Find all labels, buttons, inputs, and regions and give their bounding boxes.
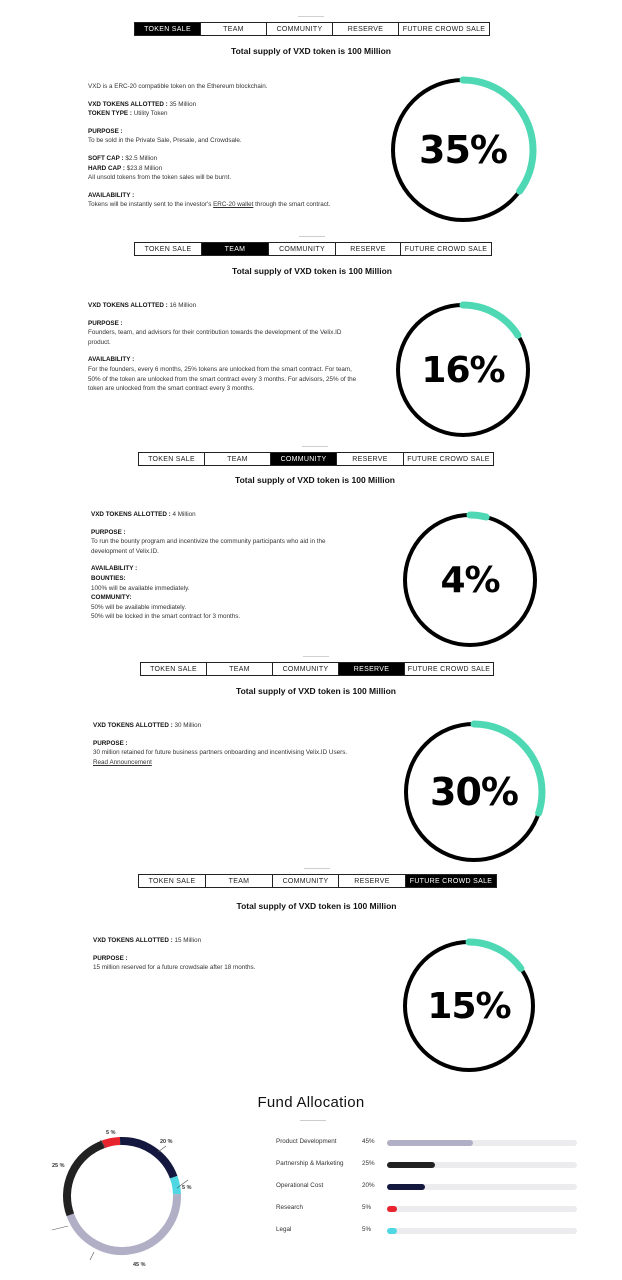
detail-value: To be sold in the Private Sale, Presale, and Crowdsale. xyxy=(88,137,242,145)
tab-future-crowd-sale[interactable]: FUTURE CROWD SALE xyxy=(406,875,496,887)
detail-value: To run the bounty program and incentivize the community participants who aid in the xyxy=(91,538,326,546)
detail-value: All unsold tokens from the token sales will be burnt. xyxy=(88,174,232,182)
tab-reserve[interactable]: RESERVE xyxy=(339,875,406,887)
tab-reserve[interactable]: RESERVE xyxy=(339,663,405,675)
tab-community[interactable]: COMMUNITY xyxy=(271,453,337,465)
percentage-ring xyxy=(400,718,548,866)
supply-heading: Total supply of VXD token is 100 Million xyxy=(231,46,391,56)
allocation-details xyxy=(93,721,383,767)
allocation-bar-fill xyxy=(387,1206,397,1212)
supply-heading: Total supply of VXD token is 100 Million xyxy=(236,686,396,696)
allocation-details xyxy=(88,82,378,210)
detail-label: AVAILABILITY : xyxy=(91,565,138,573)
tab-token-sale[interactable]: TOKEN SALE xyxy=(141,663,207,675)
detail-label: BOUNTIES: xyxy=(91,574,126,582)
allocation-row xyxy=(276,1137,586,1149)
tab-team[interactable]: TEAM xyxy=(205,453,271,465)
donut-slice xyxy=(70,1194,177,1251)
detail-line xyxy=(93,936,383,946)
allocation-label: Partnership & Marketing xyxy=(276,1160,344,1167)
detail-value: through the smart contract. xyxy=(253,201,331,209)
tab-reserve[interactable]: RESERVE xyxy=(336,243,401,255)
donut-slice xyxy=(67,1144,103,1214)
allocation-bar-track xyxy=(387,1206,577,1212)
fund-allocation-title: Fund Allocation xyxy=(257,1094,365,1111)
detail-line xyxy=(91,593,381,603)
detail-value: token are unlocked from the smart contract every 3 months. xyxy=(88,385,255,393)
fund-allocation-donut xyxy=(38,1120,218,1270)
allocation-percent: 45% xyxy=(362,1138,375,1145)
section-divider xyxy=(303,656,329,657)
detail-line xyxy=(91,547,381,557)
tab-community[interactable]: COMMUNITY xyxy=(273,875,339,887)
detail-line xyxy=(88,375,378,385)
detail-label: VXD TOKENS ALLOTTED : xyxy=(93,722,175,729)
detail-line xyxy=(93,748,383,758)
donut-leader-line xyxy=(90,1252,94,1260)
detail-label: AVAILABILITY : xyxy=(88,191,135,199)
allocation-details xyxy=(91,510,381,622)
detail-value: Utility Token xyxy=(133,110,168,118)
section-divider xyxy=(304,868,330,869)
allocation-tabs xyxy=(134,22,490,36)
detail-line xyxy=(88,82,378,92)
tab-token-sale[interactable]: TOKEN SALE xyxy=(135,23,201,35)
percentage-ring xyxy=(399,936,539,1076)
spacer xyxy=(88,146,378,154)
detail-value: 100% will be available immediately. xyxy=(91,584,190,592)
allocation-bar-fill xyxy=(387,1162,435,1168)
donut-leader-line xyxy=(158,1146,166,1152)
allocation-bar-track xyxy=(387,1228,577,1234)
spacer xyxy=(88,183,378,191)
detail-line xyxy=(88,301,378,311)
detail-value: Founders, team, and advisors for their contribution towards the development of the Velix.ID xyxy=(88,329,342,337)
detail-link[interactable]: Read Announcement xyxy=(93,758,152,766)
detail-value: 50% will be locked in the smart contract for 3 months. xyxy=(91,613,241,621)
detail-line xyxy=(88,164,378,174)
detail-value: Tokens will be instantly sent to the investor's xyxy=(88,201,214,209)
detail-line xyxy=(91,528,381,538)
detail-line xyxy=(88,384,378,394)
section-divider xyxy=(298,16,324,17)
tab-reserve[interactable]: RESERVE xyxy=(333,23,399,35)
allocation-tabs xyxy=(138,452,494,466)
percentage-value: 4% xyxy=(440,559,500,601)
detail-label: PURPOSE : xyxy=(93,739,128,747)
allocation-label: Research xyxy=(276,1204,303,1211)
donut-slice xyxy=(174,1177,177,1194)
spacer xyxy=(88,311,378,319)
spacer xyxy=(88,119,378,127)
detail-line xyxy=(88,173,378,183)
detail-value: 30 Million xyxy=(174,722,202,729)
detail-line xyxy=(93,721,383,731)
tab-future-crowd-sale[interactable]: FUTURE CROWD SALE xyxy=(407,665,491,673)
detail-value: product. xyxy=(88,338,111,346)
allocation-tabs xyxy=(140,662,494,676)
allocation-row xyxy=(276,1181,586,1193)
allocation-row xyxy=(276,1203,586,1215)
detail-label: PURPOSE : xyxy=(93,954,128,962)
detail-value: 15 million reserved for a future crowdsale after 18 months. xyxy=(93,964,256,972)
allocation-bar-track xyxy=(387,1162,577,1168)
detail-line xyxy=(91,603,381,613)
allocation-label: Operational Cost xyxy=(276,1182,324,1189)
donut-slice xyxy=(103,1141,120,1144)
tab-token-sale[interactable]: TOKEN SALE xyxy=(139,875,206,887)
spacer xyxy=(93,946,383,954)
allocation-bar-track xyxy=(387,1140,577,1146)
detail-link[interactable]: ERC-20 wallet xyxy=(213,201,254,209)
donut-percent-label: 20 % xyxy=(160,1139,173,1145)
detail-line xyxy=(93,963,383,973)
detail-value: 50% will be available immediately. xyxy=(91,603,187,611)
percentage-value: 15% xyxy=(427,985,511,1027)
detail-value: VXD is a ERC-20 compatible token on the Ethereum blockchain. xyxy=(88,83,268,90)
detail-value: development of Velix.ID. xyxy=(91,547,159,555)
supply-heading: Total supply of VXD token is 100 Million xyxy=(232,266,392,276)
title-divider xyxy=(300,1120,326,1121)
detail-line xyxy=(88,100,378,110)
donut-percent-label: 5 % xyxy=(106,1130,116,1136)
detail-label: COMMUNITY: xyxy=(91,594,132,602)
detail-line xyxy=(88,365,378,375)
percentage-ring xyxy=(399,509,541,651)
detail-value: 15 Million xyxy=(174,937,202,944)
allocation-percent: 20% xyxy=(362,1182,375,1189)
allocation-tabs xyxy=(134,242,492,256)
spacer xyxy=(88,347,378,355)
section-divider xyxy=(299,236,325,237)
detail-value: 50% of the token are unlocked from the smart contract every 3 months. For advisors, 25% of the xyxy=(88,375,357,383)
detail-line xyxy=(88,355,378,365)
detail-value: 35 Million xyxy=(169,100,197,108)
tab-future-crowd-sale[interactable]: FUTURE CROWD SALE xyxy=(404,245,488,253)
detail-value: $2.5 Million xyxy=(125,154,158,162)
allocation-bar-fill xyxy=(387,1140,473,1146)
detail-line xyxy=(91,510,381,520)
allocation-tabs xyxy=(138,874,497,888)
allocation-details xyxy=(93,936,383,973)
detail-line xyxy=(91,612,381,622)
detail-label: VXD TOKENS ALLOTTED : xyxy=(91,511,173,518)
spacer xyxy=(91,556,381,564)
detail-value: 30 million retained for future business partners onboarding and incentivising Velix.ID Users. xyxy=(93,749,348,757)
allocation-label: Product Development xyxy=(276,1138,337,1145)
detail-label: VXD TOKENS ALLOTTED : xyxy=(88,100,170,108)
detail-label: VXD TOKENS ALLOTTED : xyxy=(93,937,175,944)
detail-line xyxy=(88,191,378,201)
detail-label: AVAILABILITY : xyxy=(88,356,135,364)
detail-label: PURPOSE : xyxy=(88,127,123,135)
supply-heading: Total supply of VXD token is 100 Million xyxy=(235,475,395,485)
detail-line xyxy=(93,954,383,964)
detail-line xyxy=(88,200,378,210)
tab-team[interactable]: TEAM xyxy=(202,243,269,255)
percentage-value: 35% xyxy=(419,128,507,172)
allocation-percent: 25% xyxy=(362,1160,375,1167)
detail-line xyxy=(93,739,383,749)
detail-label: SOFT CAP : xyxy=(88,154,126,162)
allocation-percent: 5% xyxy=(362,1204,372,1211)
tab-team[interactable]: TEAM xyxy=(206,875,273,887)
detail-label: HARD CAP : xyxy=(88,164,127,172)
detail-line xyxy=(93,758,383,768)
spacer xyxy=(88,92,378,100)
detail-line xyxy=(88,136,378,146)
tab-reserve[interactable]: RESERVE xyxy=(337,453,404,465)
allocation-bar-fill xyxy=(387,1184,425,1190)
detail-value: 16 Million xyxy=(169,302,197,309)
section-divider xyxy=(302,446,328,447)
spacer xyxy=(93,731,383,739)
detail-value: 4 Million xyxy=(172,511,196,518)
detail-label: VXD TOKENS ALLOTTED : xyxy=(88,302,170,309)
detail-line xyxy=(91,574,381,584)
percentage-value: 30% xyxy=(430,770,518,814)
detail-line xyxy=(91,584,381,594)
allocation-bar-track xyxy=(387,1184,577,1190)
detail-value: For the founders, every 6 months, 25% tokens are unlocked from the smart contract. For team, xyxy=(88,365,352,373)
detail-line xyxy=(88,328,378,338)
tab-future-crowd-sale[interactable]: FUTURE CROWD SALE xyxy=(402,25,486,33)
supply-heading: Total supply of VXD token is 100 Million xyxy=(236,901,397,911)
detail-value: $23.8 Million xyxy=(126,164,163,172)
tab-team[interactable]: TEAM xyxy=(207,663,273,675)
percentage-value: 16% xyxy=(421,349,505,391)
detail-line xyxy=(88,154,378,164)
detail-label: PURPOSE : xyxy=(91,528,126,536)
allocation-percent: 5% xyxy=(362,1226,372,1233)
detail-line xyxy=(88,319,378,329)
allocation-label: Legal xyxy=(276,1226,292,1233)
detail-label: PURPOSE : xyxy=(88,319,123,327)
allocation-row xyxy=(276,1225,586,1237)
detail-line xyxy=(91,564,381,574)
detail-line xyxy=(88,109,378,119)
tab-community[interactable]: COMMUNITY xyxy=(269,243,336,255)
donut-leader-line xyxy=(52,1226,68,1230)
spacer xyxy=(91,520,381,528)
donut-percent-label: 5 % xyxy=(182,1185,192,1191)
tab-community[interactable]: COMMUNITY xyxy=(267,23,333,35)
percentage-ring xyxy=(392,299,534,441)
donut-percent-label: 45 % xyxy=(133,1262,146,1268)
allocation-bar-fill xyxy=(387,1228,397,1234)
tab-token-sale[interactable]: TOKEN SALE xyxy=(139,453,205,465)
tab-team[interactable]: TEAM xyxy=(201,23,267,35)
detail-line xyxy=(88,127,378,137)
tab-community[interactable]: COMMUNITY xyxy=(273,663,339,675)
tab-future-crowd-sale[interactable]: FUTURE CROWD SALE xyxy=(407,455,490,463)
detail-line xyxy=(88,338,378,348)
allocation-details xyxy=(88,301,378,394)
percentage-ring xyxy=(387,74,539,226)
allocation-row xyxy=(276,1159,586,1171)
donut-percent-label: 25 % xyxy=(52,1163,65,1169)
tab-token-sale[interactable]: TOKEN SALE xyxy=(135,243,202,255)
detail-line xyxy=(91,537,381,547)
detail-label: TOKEN TYPE : xyxy=(88,110,134,118)
